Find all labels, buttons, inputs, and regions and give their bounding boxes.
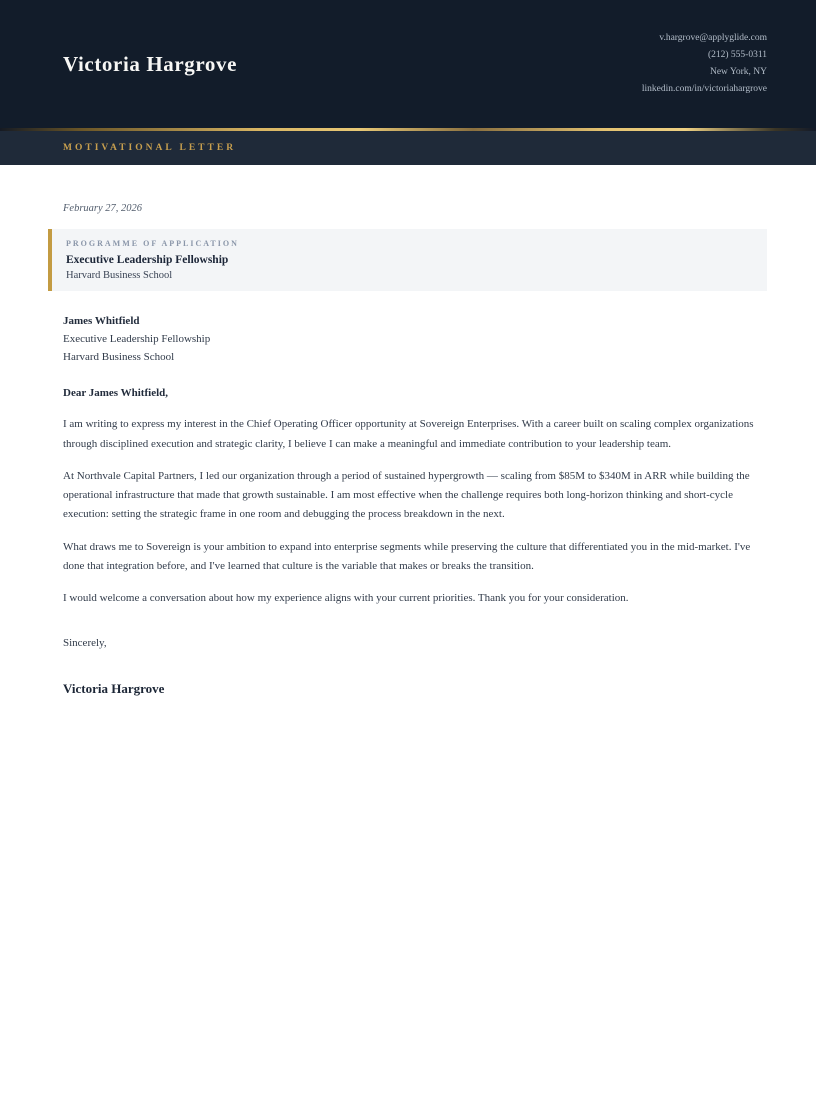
programme-institution: Harvard Business School	[66, 270, 173, 281]
body-paragraph-4: I would welcome a conversation about how my experience aligns with your current priorities. Thank you for your consideration.	[63, 592, 629, 605]
recipient-institution: Harvard Business School	[63, 351, 175, 363]
contact-location: New York, NY	[709, 67, 767, 77]
contact-info	[642, 30, 767, 98]
programme-box	[48, 229, 767, 291]
body-paragraph-2: At Northvale Capital Partners, I led our organization through a period of sustained hypergrowth — scaling from $85M to $340M in ARR while building the operational infrastructure that made that growth sustainable. I am most effective when the challenge requires both long-horizon thinking and short-cycle execution: setting the strategic frame in one room and debugging the process breakdown in the next.	[63, 469, 750, 521]
recipient-programme: Executive Leadership Fellowship	[63, 333, 211, 345]
letter-body	[0, 165, 816, 697]
programme-name: Executive Leadership Fellowship	[66, 254, 229, 266]
contact-linkedin: linkedin.com/in/victoriahargrove	[641, 84, 767, 94]
applicant-name: Victoria Hargrove	[63, 51, 238, 76]
contact-email: v.hargrove@applyglide.com	[659, 33, 767, 43]
contact-phone: (212) 555-0311	[707, 50, 767, 60]
salutation: Dear James Whitfield,	[63, 387, 168, 399]
recipient-name: James Whitfield	[63, 315, 140, 327]
letter-date: February 27, 2026	[63, 203, 143, 214]
programme-eyebrow: PROGRAMME OF APPLICATION	[66, 239, 239, 248]
body-paragraph-3: What draws me to Sovereign is your ambition to expand into enterprise segments while preserving the culture that differentiated you in the mid-market. I've done that integration before, and I've learned that culture is the variable that makes or breaks the transition.	[63, 540, 751, 573]
closing: Sincerely,	[63, 636, 107, 649]
body-paragraph-1: I am writing to express my interest in the Chief Operating Officer opportunity at Sovereign Enterprises. With a career built on scaling complex organizations through disciplined execution and strategic clarity, I believe I can make a meaningful and immediate contribution to your leadership team.	[63, 418, 754, 450]
document-type-banner	[0, 131, 816, 165]
header	[0, 0, 816, 128]
recipient-block	[63, 312, 767, 366]
document-type-label: MOTIVATIONAL LETTER	[63, 143, 237, 153]
signature-name: Victoria Hargrove	[63, 680, 165, 696]
